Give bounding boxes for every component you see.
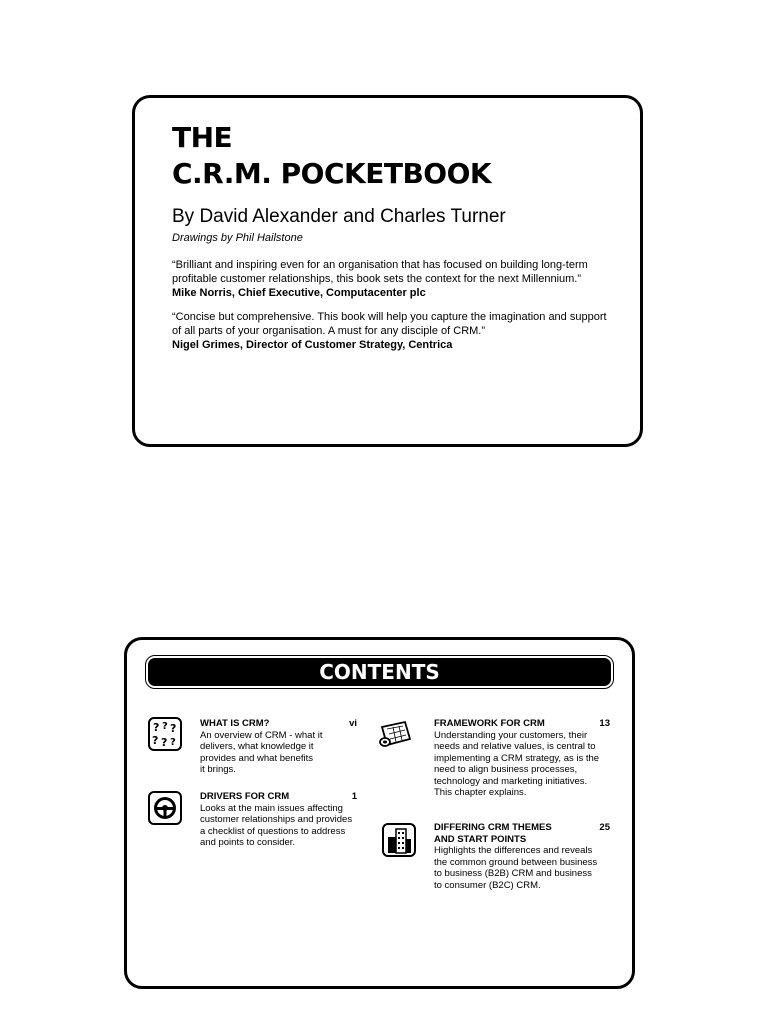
authors: By David Alexander and Charles Turner — [172, 206, 506, 227]
blueprint-scroll-icon — [379, 717, 413, 751]
entry-title-line-2: AND START POINTS — [434, 833, 527, 845]
entry-page-number: 1 — [351, 791, 357, 802]
question-marks-icon — [148, 717, 182, 751]
contents-entry[interactable] — [200, 718, 357, 776]
entry-title: DIFFERING CRM THEMES — [434, 822, 552, 833]
entry-description: Looks at the main issues affecting customer relationships and provides a checklist of questions to address and points to consider. — [200, 802, 353, 848]
contents-page-card — [124, 637, 635, 989]
entry-description: Understanding your customers, their needs and relative values, is central to implementing a CRM strategy, as is the need to align business processes, technology and marketing initiatives. This chapter explains. — [434, 729, 600, 798]
entry-page-number: vi — [349, 718, 357, 729]
entry-title: WHAT IS CRM? — [200, 718, 270, 729]
book-title — [172, 120, 491, 192]
entry-title: DRIVERS FOR CRM — [200, 791, 290, 802]
entry-description: Highlights the differences and reveals the common ground between business to business (B2B) CRM and business to consumer (B2C) CRM. — [434, 845, 598, 891]
entry-page-number: 13 — [599, 718, 610, 729]
svg-text:?: ? — [152, 734, 159, 747]
quote-source: Mike Norris, Chief Executive, Computacenter plc — [172, 287, 426, 299]
contents-entry[interactable] — [200, 791, 357, 849]
quote-text: “Brilliant and inspiring even for an organisation that has focused on building long-term profitable customer relationships, this book sets the context for the next Millennium.” — [172, 259, 588, 285]
svg-text:?: ? — [162, 721, 168, 732]
quote-text: “Concise but comprehensive. This book will help you capture the imagination and support of all parts of your organisation. A must for any disciple of CRM.” — [172, 311, 607, 337]
book-title-line-2: C.R.M. POCKETBOOK — [172, 157, 492, 190]
office-buildings-icon — [382, 823, 416, 857]
svg-text:?: ? — [161, 736, 168, 749]
quote-source: Nigel Grimes, Director of Customer Strategy, Centrica — [172, 339, 453, 351]
svg-text:?: ? — [170, 737, 176, 748]
svg-text:?: ? — [170, 722, 177, 735]
contents-entry[interactable] — [434, 822, 610, 891]
illustrator-credit: Drawings by Phil Hailstone — [172, 232, 303, 244]
entry-page-number: 25 — [599, 822, 610, 833]
contents-entry[interactable] — [434, 718, 610, 799]
entry-title: FRAMEWORK FOR CRM — [434, 718, 545, 729]
endorsement-quote — [172, 258, 612, 300]
steering-wheel-icon — [148, 791, 182, 825]
endorsement-quote — [172, 310, 612, 352]
contents-heading: CONTENTS — [148, 658, 611, 686]
book-title-line-1: THE — [172, 121, 233, 154]
entry-description: An overview of CRM - what it delivers, what knowledge it provides and what benefits it brings. — [200, 729, 323, 775]
svg-text:?: ? — [153, 721, 160, 734]
title-page-card — [132, 95, 643, 447]
